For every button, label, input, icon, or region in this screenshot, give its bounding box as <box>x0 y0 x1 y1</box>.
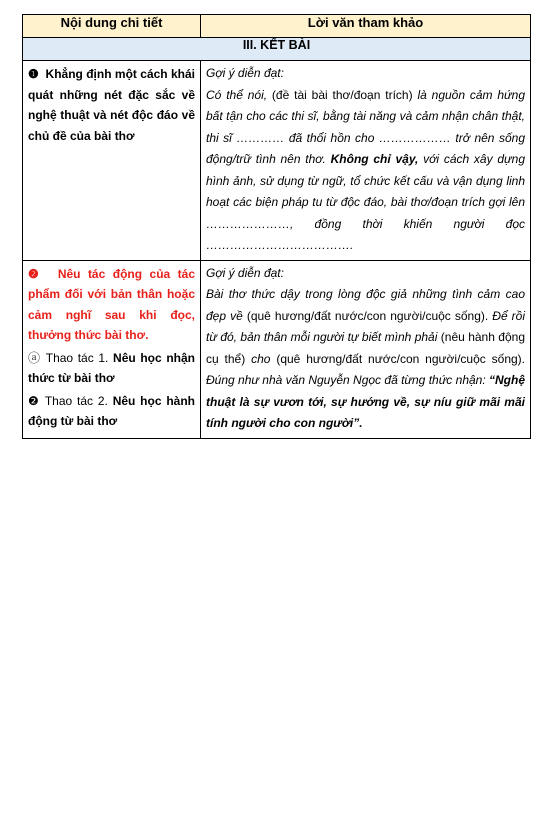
row2-text-6: (quê hương/đất nước/con người/cuộc sống). <box>270 351 525 366</box>
row2-detail-text <box>28 264 195 346</box>
row1-text-5: với cách xây dựng hình ảnh, sử dụng từ ngữ, tổ chức kết cấu và vận dụng linh hoạt các biện pháp tu từ độc đáo, bài thơ/đoạn trích gợi lên …………………, đồng thời khiến người đọc ………………………………. <box>206 152 525 252</box>
row2-text-2: (quê hương/đất nước/con người/cuộc sống). <box>242 308 493 323</box>
row2-reference-cell <box>201 260 531 438</box>
row2-detail-label: Nêu tác động của tác phẩm đối với bản thân hoặc cảm nghĩ sau khi đọc, thưởng thức bài thơ. <box>28 266 195 342</box>
table-row <box>23 61 531 261</box>
row1-text-1: Có thể nói, <box>206 87 268 102</box>
row1-reference-cell <box>201 61 531 261</box>
row1-intro: Gợi ý diễn đạt: <box>206 66 284 80</box>
step-2-prefix: Thao tác 2. <box>40 393 113 408</box>
row1-text-3: là nguồn cảm hứng bất tận cho các thi sĩ, bằng tài năng và cảm nhận chân thật, thi sĩ ………… đã thổi hồn cho ……………… trở nên sống động/trữ tình nên thơ. <box>206 87 526 166</box>
circled-a-icon: ⓐ <box>28 350 42 365</box>
row1-detail-label: Khẳng định một cách khái quát những nét đặc sắc về nghệ thuật và nét độc đáo về chủ đề của bài thơ <box>28 67 195 143</box>
row2-intro: Gợi ý diễn đạt: <box>206 265 284 280</box>
row2-quote: “Nghệ thuật là sự vươn tới, sự hướng về, sự níu giữ mãi mãi tính người cho con người”. <box>206 373 526 430</box>
header-detail-content: Nội dung chi tiết <box>23 15 201 38</box>
table-row <box>23 260 531 438</box>
section-row <box>23 38 531 61</box>
row1-text-4: Không chỉ vậy, <box>325 152 419 166</box>
step-1-prefix: Thao tác 1. <box>41 350 114 365</box>
section-title: III. KẾT BÀI <box>23 38 531 61</box>
row2-text-7: Đúng như nhà văn Nguyễn Ngọc đã từng thức nhận: <box>206 373 486 387</box>
row2-paragraph <box>206 284 525 435</box>
content-table <box>22 14 531 439</box>
number-two-icon: ❷ <box>28 266 43 281</box>
row2-text-4: (nêu hành động cụ thể) <box>206 330 525 366</box>
number-two-icon: ❷ <box>28 393 41 408</box>
row1-detail-text <box>28 64 195 146</box>
row1-text-2: (đề tài bài thơ/đoạn trích) <box>267 87 418 102</box>
step-1 <box>28 348 195 389</box>
row1-paragraph <box>206 85 525 257</box>
step-1-label: Nêu học nhận thức từ bài thơ <box>28 350 195 385</box>
row2-detail-cell <box>23 260 201 438</box>
step-2-label: Nêu học hành động từ bài thơ <box>28 393 195 428</box>
number-one-icon: ❶ <box>28 67 39 81</box>
header-reference-text: Lời văn tham khảo <box>201 15 531 38</box>
row1-detail-cell <box>23 61 201 261</box>
row2-text-5: cho <box>251 351 271 366</box>
step-2 <box>28 391 195 432</box>
header-row <box>23 15 531 38</box>
row2-text-1: Bài thơ thức dậy trong lòng độc giả những tình cảm cao đẹp về <box>206 287 525 323</box>
row2-text-3: Để rồi từ đó, bản thân mỗi người tự biết mình phải <box>206 308 526 344</box>
